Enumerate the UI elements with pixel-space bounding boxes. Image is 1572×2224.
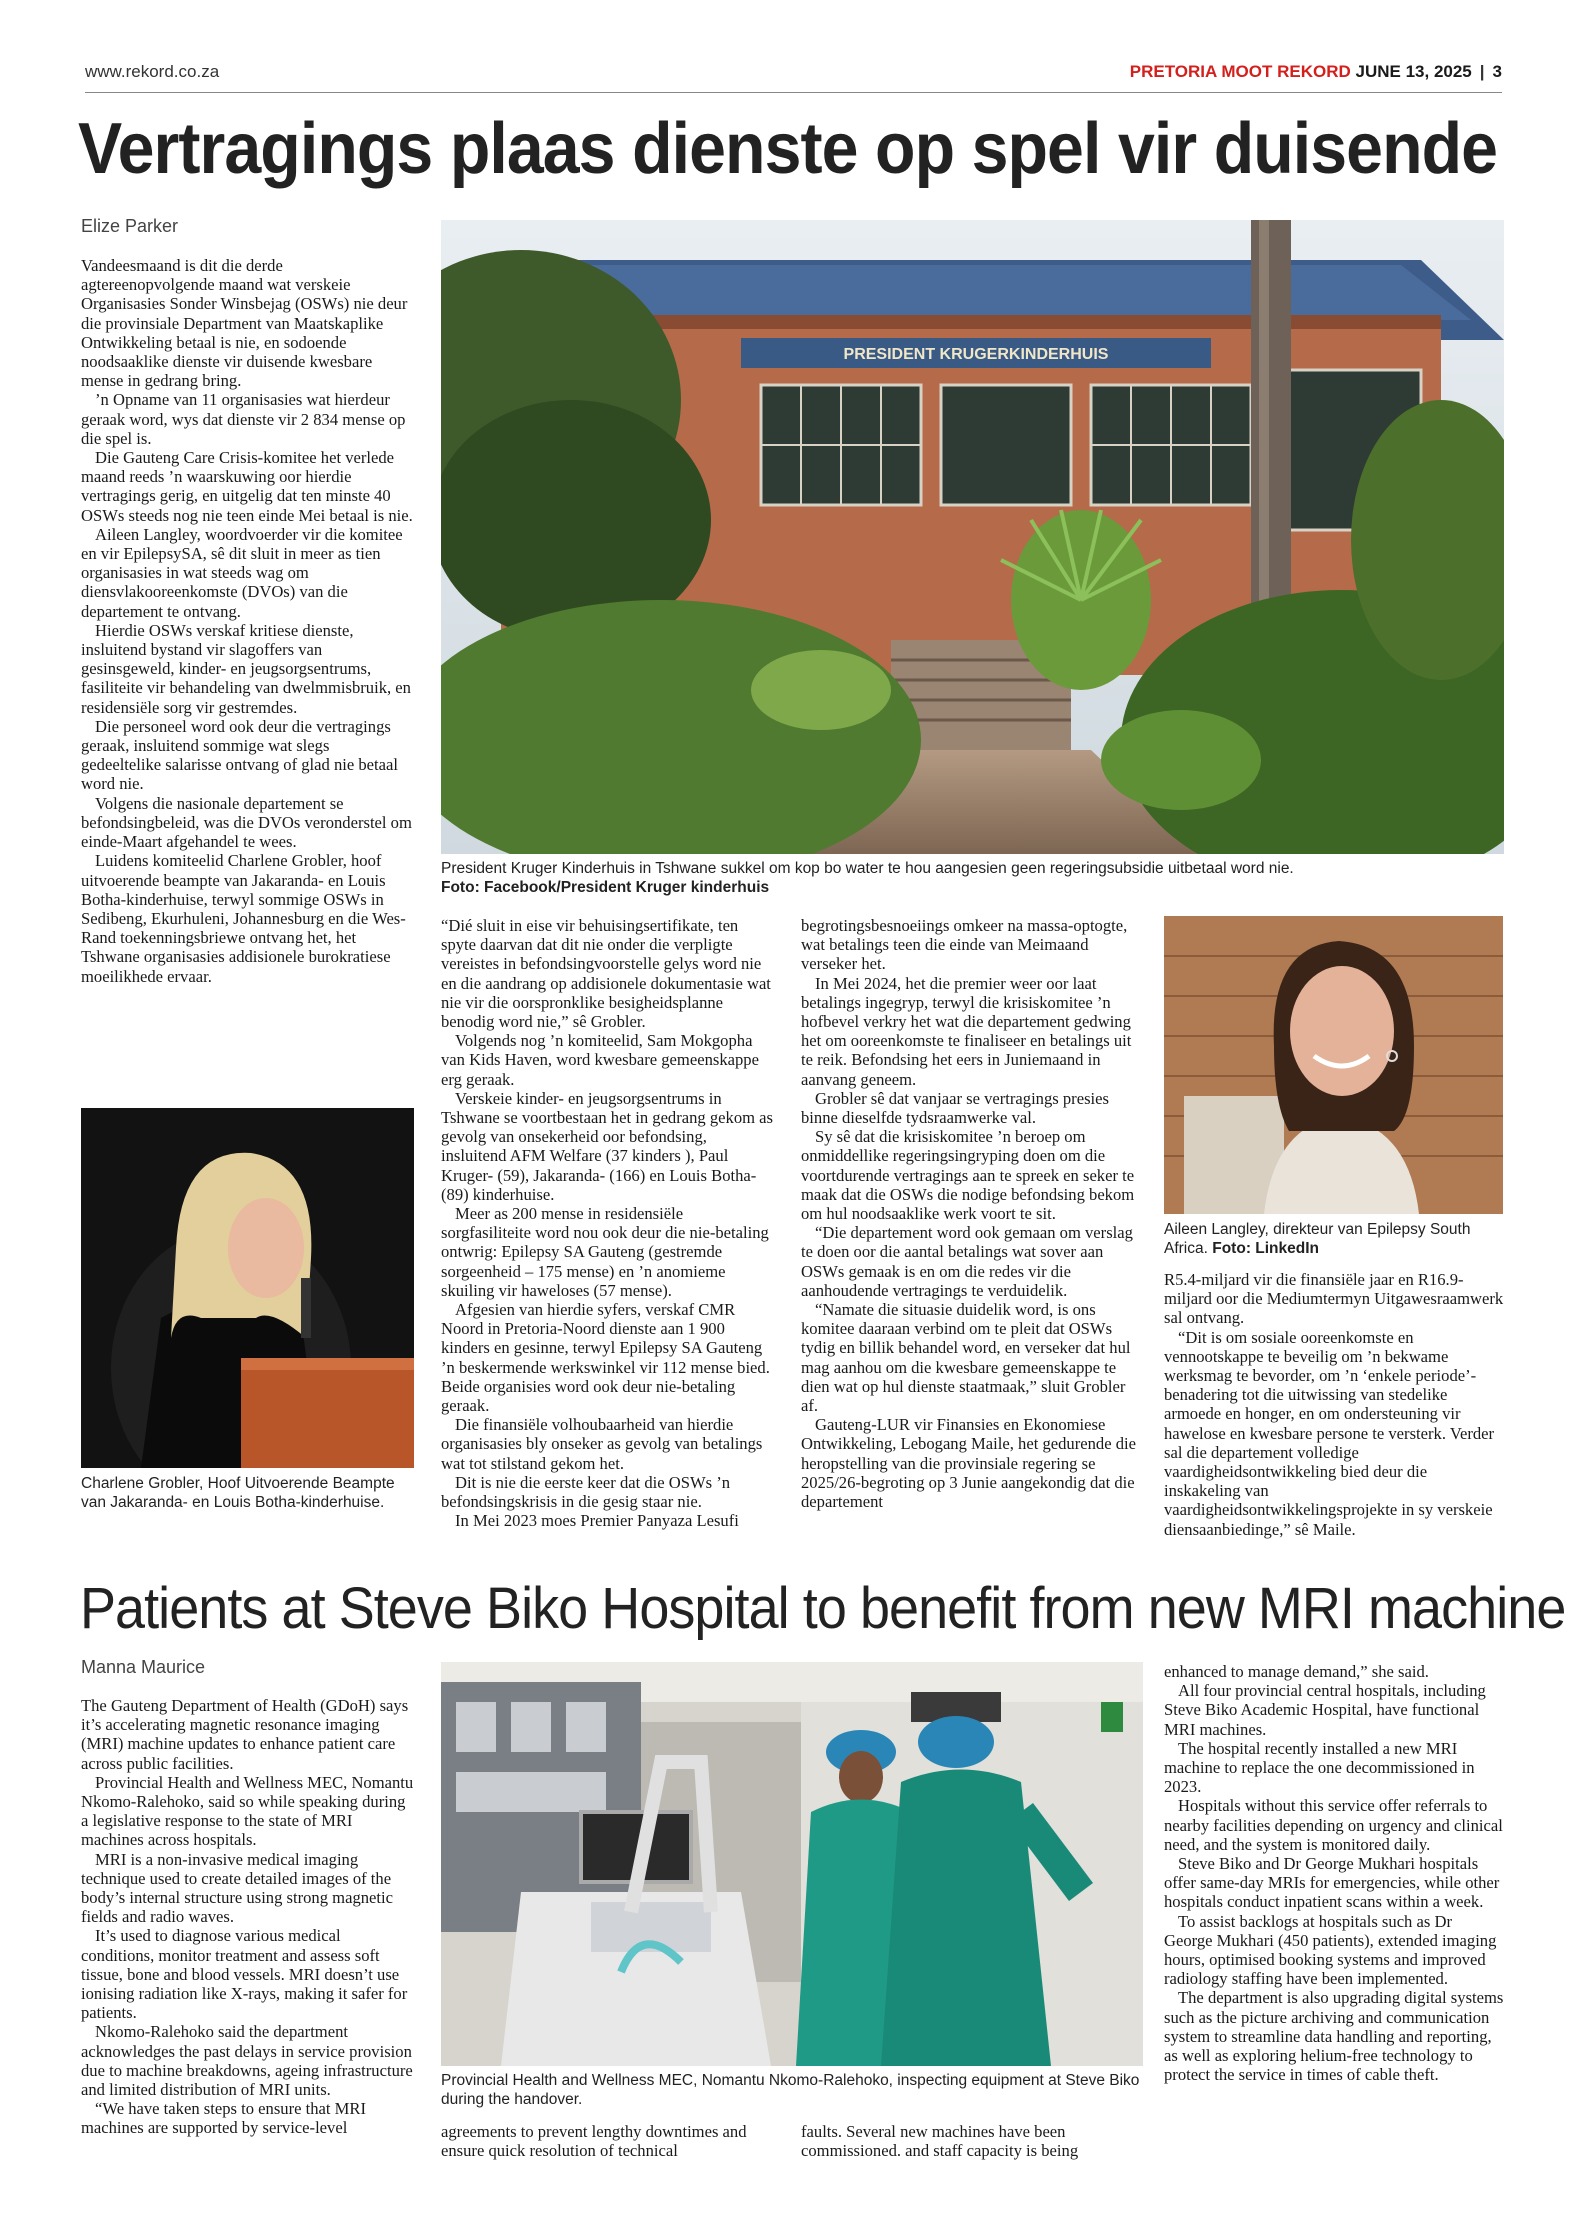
paragraph: faults. Several new machines have been commissioned. and staff capacity is being [801, 2122, 1079, 2161]
article1-column-2 [441, 916, 775, 1531]
grobler-photo [81, 1108, 414, 1468]
mri-photo-image [441, 1662, 1143, 2066]
header-rule [85, 92, 1502, 93]
article2-column-1 [81, 1696, 414, 2138]
paragraph: Vandeesmaand is dit die derde agtereenopvolgende maand wat verskeie Organisasies Sonder Winsbejag (OSWs) nie deur die provinsiale Department van Maatskaplike Ontwikkeling betaal is nie, en sodoende noodsaaklike dienste vir duisende kwesbare mense in gedrang bring. [81, 256, 408, 391]
article1-column-3 [801, 916, 1143, 1511]
grobler-caption: Charlene Grobler, Hoof Uitvoerende Beampte van Jakaranda- en Louis Botha-kinderhuise. [81, 1475, 395, 1511]
paragraph: Gauteng-LUR vir Finansies en Ekonomiese Ontwikkeling, Lebogang Maile, het gedurende die heropstelling van die provinsiale regering se 2025/26-begroting op 3 Junie aangekondig dat die departement [801, 1415, 1137, 1512]
article1-headline: Vertragings plaas dienste op spel vir duisende [78, 109, 1498, 189]
paragraph: In Mei 2023 moes Premier Panyaza Lesufi [455, 1511, 739, 1531]
paragraph: enhanced to manage demand,” she said. [1164, 1662, 1429, 1681]
paragraph: The department is also upgrading digital systems such as the picture archiving and communication system to streamline data handling and reporting, as well as exploring helium-free technology to protect the service in times of cable theft. [1164, 1988, 1504, 2085]
paragraph: ’n Opname van 11 organisasies wat hierdeur geraak word, wys dat dienste vir 2 834 mense op die spel is. [81, 390, 406, 448]
paragraph: All four provincial central hospitals, including Steve Biko Academic Hospital, have functional MRI machines. [1164, 1681, 1486, 1739]
article2-byline: Manna Maurice [81, 1657, 206, 1677]
mri-photo [441, 1662, 1143, 2066]
issue-date: JUNE 13, 2025 [1355, 62, 1472, 81]
paragraph: agreements to prevent lengthy downtimes and ensure quick resolution of technical [441, 2122, 747, 2161]
langley-caption [1164, 1220, 1503, 1258]
mri-caption: Provincial Health and Wellness MEC, Nomantu Nkomo-Ralehoko, inspecting equipment at Steve Biko during the handover. [441, 2072, 1140, 2108]
caption-text: President Kruger Kinderhuis in Tshwane sukkel om kop bo water te hou aangesien geen regeringsubsidie uitbetaal word nie. [441, 860, 1294, 877]
photo-credit: Foto: LinkedIn [1212, 1240, 1320, 1257]
paragraph: Sy sê dat die krisiskomitee ’n beroep om onmiddellike regeringsingryping doen om die voortdurende vertragings aan te spreek en seker te maak dat die OSWs die nodige befondsing bekom om hul noodsaaklike werk voort te sit. [801, 1127, 1135, 1224]
paragraph: Volgends nog ’n komiteelid, Sam Mokgopha van Kids Haven, word kwesbare gemeenskappe erg geraak. [441, 1031, 759, 1089]
header-separator: | [1479, 62, 1485, 81]
paragraph: Afgesien van hierdie syfers, verskaf CMR Noord in Pretoria-Noord dienste aan 1 900 kinders en gesinne, terwyl Epilepsy SA Gauteng ’n beskermende werkswinkel vir 112 mense bied. Beide organisies word ook deur nie-betaling geraak. [441, 1300, 770, 1416]
paragraph: “Dit is om sosiale ooreenkomste en vennootskappe te beveilig om ’n bekwame werksmag te bevorder, om ’n ‘enkele periode’-benadering tot die uitwissing van stedelike armoede en honger, en om ondersteuning vir hawelose en kwesbare persone te versterk. Verder sal die departement volledige vaardigheidsontwikkeling bied deur die inskakeling van vaardigheidsontwikkelingsprojekte in sy verskeie diensaanbiedinge,” sê Maile. [1164, 1327, 1495, 1539]
paragraph: Luidens komiteelid Charlene Grobler, hoof uitvoerende beampte van Jakaranda- en Louis Botha-kinderhuise, terwyl sommige OSWs in Sedibeng, Ekurhuleni, Johannesburg en die Wes-Rand toekenningsbriewe ontvang het, het Tshwane organisasies addisionele burokratiese moeilikhede ervaar. [81, 851, 406, 986]
publication-name: PRETORIA MOOT REKORD [1129, 62, 1351, 81]
langley-photo [1164, 916, 1503, 1214]
paragraph: “We have taken steps to ensure that MRI machines are supported by service-level [81, 2099, 366, 2138]
article1-column-1 [81, 256, 413, 986]
paragraph: Verskeie kinder- en jeugsorgsentrums in Tshwane se voortbestaan het in gedrang gekom as gevolg van onsekerheid oor befondsing, insluitend AFM Welfare (37 kinders ), Paul Kruger- (59), Jakaranda- (166) en Louis Botha- (89) kinderhuise. [441, 1088, 773, 1204]
paragraph: Dit is nie die eerste keer dat die OSWs ’n befondsingskrisis in die gesig staar nie. [441, 1472, 731, 1512]
paragraph: MRI is a non-invasive medical imaging technique used to create detailed images of the body’s internal structure using strong magnetic fields and radio waves. [81, 1849, 393, 1927]
site-url: www.rekord.co.za [85, 62, 220, 81]
kinderhuis-sign: PRESIDENT KRUGERKINDERHUIS [843, 346, 1109, 363]
paragraph: Volgens die nasionale departement se befondsingbeleid, was die DVOs veronderstel om einde-Maart afgehandel te wees. [81, 793, 412, 852]
langley-photo-image [1164, 916, 1503, 1214]
page-header-info [1130, 62, 1502, 82]
paragraph: Aileen Langley, woordvoerder vir die komitee en vir EpilepsySA, sê dit sluit in meer as tien organisasies in wat steeds wag om diensvlakooreenkomste (DVOs) van die departement te ontvang. [81, 524, 403, 621]
caption-text: Aileen Langley, direkteur van Epilepsy South Africa. [1164, 1221, 1471, 1257]
paragraph: Die Gauteng Care Crisis-komitee het verlede maand reeds ’n waarskuwing oor hierdie vertragings gerig, en uitgelig dat ten minste 40 OSWs steeds nog nie teen einde Mei betaal is nie. [81, 448, 413, 525]
page-number: 3 [1492, 62, 1502, 81]
paragraph: Meer as 200 mense in residensiële sorgfasiliteite word nou ook deur die nie-betaling ontwrig: Epilepsy SA Gauteng (gestremde sorgeenheid – 175 mense) en ’n anomieme skuiling vir haweloses (57 mense). [441, 1204, 769, 1300]
paragraph: Die finansiële volhoubaarheid van hierdie organisasies bly onseker as gevolg van betalings wat tot stilstand gekom het. [441, 1415, 763, 1473]
kinderhuis-photo [441, 220, 1504, 854]
article2-column-2 [441, 2122, 775, 2160]
kinderhuis-photo-image [441, 220, 1504, 854]
paragraph: “Dié sluit in eise vir behuisingsertifikate, ten spyte daarvan dat dit nie onder die verpligte vereistes in befondsingvoorstelle gelys word nie en die aandrang op addisionele dokumentasie wat nie vir die oorspronklike besigheidsplanne benodig word nie,” sê Grobler. [441, 916, 771, 1032]
photo-credit: Foto: Facebook/President Kruger kinderhuis [441, 879, 770, 896]
grobler-photo-image [81, 1108, 414, 1468]
kinderhuis-caption [441, 859, 1504, 897]
paragraph: R5.4-miljard vir die finansiële jaar en R16.9-miljard oor die Mediumtermyn Uitgawesraamwerk sal ontvang. [1164, 1270, 1504, 1328]
paragraph: It’s used to diagnose various medical conditions, monitor treatment and assess soft tissue, bone and blood vessels. MRI doesn’t use ionising radiation like X-rays, making it safer for patients. [81, 1926, 408, 2023]
paragraph: Hospitals without this service offer referrals to nearby facilities depending on urgency and clinical need, and the system is monitored daily. [1164, 1796, 1503, 1854]
paragraph: Hierdie OSWs verskaf kritiese dienste, insluitend bystand vir slagoffers van gesinsgeweld, kinder- en jeugsorgsentrums, fasiliteite vir behandeling van dwelmmisbruik, en residensiële sorg vir gestremdes. [81, 620, 411, 717]
paragraph: Steve Biko and Dr George Mukhari hospitals offer same-day MRIs for emergencies, while other hospitals conduct inpatient scans within a week. [1164, 1854, 1500, 1912]
article2-headline: Patients at Steve Biko Hospital to benefit from new MRI machine [80, 1576, 1566, 1641]
paragraph: “Die departement word ook gemaan om verslag te doen oor die aantal betalings wat sover aan OSWs gemaak is en om die redes vir die aanhoudende vertragings te verduidelik. [801, 1223, 1133, 1300]
paragraph: begrotingsbesnoeiings omkeer na massa-optogte, wat betalings teen die einde van Meimaand verseker het. [801, 916, 1128, 974]
paragraph: In Mei 2024, het die premier weer oor laat betalings ingegryp, terwyl die krisiskomitee ’n hofbevel verkry het wat die departement gedwing het om ooreenkomste te finaliseer en betalings uit te reik. Befondsing het eers in Juniemaand in aanvang geneem. [801, 973, 1132, 1089]
article1-column-4 [1164, 1270, 1504, 1539]
article1-byline: Elize Parker [81, 216, 179, 236]
article2-column-4 [1164, 1662, 1504, 2084]
paragraph: Nkomo-Ralehoko said the department acknowledges the past delays in service provision due to machine breakdowns, ageing infrastructure and limited distribution of MRI units. [81, 2022, 413, 2100]
article2-column-3 [801, 2122, 1143, 2160]
paragraph: Die personeel word ook deur die vertragings geraak, insluitend sommige wat slegs gedeeltelike salarisse ontvang of glad nie betaal word nie. [81, 716, 398, 794]
paragraph: To assist backlogs at hospitals such as Dr George Mukhari (450 patients), extended imaging hours, optimised booking systems and improved radiology staffing have been implemented. [1164, 1911, 1497, 1989]
paragraph: The Gauteng Department of Health (GDoH) says it’s accelerating magnetic resonance imaging (MRI) machine updates to enhance patient care across public facilities. [81, 1696, 409, 1773]
paragraph: Provincial Health and Wellness MEC, Nomantu Nkomo-Ralehoko, said so while speaking during a legislative response to the state of MRI machines across hospitals. [81, 1772, 414, 1850]
paragraph: “Namate die situasie duidelik word, is ons komitee daaraan verbind om te pleit dat OSWs tydig en billik behandel word, en verseker dat hul mag aanhou om die kwesbare gemeenskappe te dien wat op hul dienste staatmaak,” sluit Grobler af. [801, 1300, 1131, 1416]
paragraph: Grobler sê dat vanjaar se vertragings presies binne dieselfde tydsraamwerke val. [801, 1088, 1109, 1128]
paragraph: The hospital recently installed a new MRI machine to replace the one decommissioned in 2023. [1164, 1738, 1475, 1797]
